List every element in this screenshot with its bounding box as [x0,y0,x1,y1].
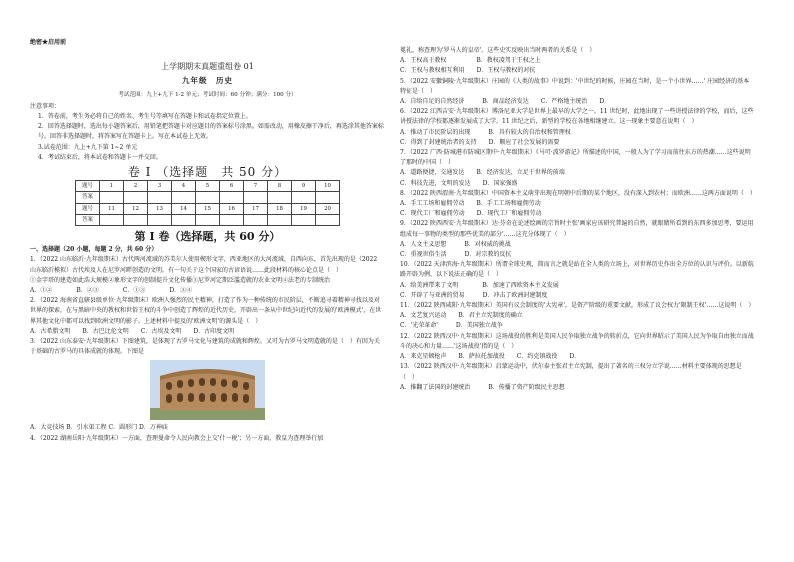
table-label: 答案 [76,214,100,225]
notice-3: 3.试卷范围：九上+九下第 1~2 单元 [38,143,138,151]
question-11-options-2: C．'光荣革命' D．美国独立战争 [400,322,503,330]
exam-title: 上学期期末真题重组卷 01 [161,62,254,72]
question-1-options: A．①② B．②③ C．①③ D．③④ [30,287,193,295]
notice-heading: 注意事项： [30,102,61,110]
answer-cell[interactable] [244,192,268,203]
exam-subtitle: 九年级 历史 [182,76,233,86]
table-cell: 4 [172,181,196,192]
question-3-options: A．大竞技场 B．引水渠工程 C．圆形门 D．万神庙 [30,424,168,432]
notice-1: 1．答卷前，考生务必将自己的姓名、考生号等填写在答题卡和试卷指定位置上。 [38,113,252,121]
question-6: 6．（2022 江西吉安·九年级期末）博洛尼亚大学是世界上最早的大学之一。11 世纪时，此地出现了一些讲授法律的学校，而后，这些讲授法律的学校都逐渐发展成了大学。11 世纪之后，新型的学校在各地相继建立。这一现象主要意在说明（ ） [400,108,754,126]
table-cell: 12 [124,203,148,214]
question-4-options-2: C．王权与教权相互利用 D．王权与教权的对抗 [400,67,536,75]
answer-cell[interactable] [268,214,292,225]
question-9: 9．（2022 陕西西安·九年级期末）达·芬奇在论述绘画的宗旨时主张'画家应该研究普遍的自然，就眼睛所看到的东西多加思考，要运用组成每一事物的类型的那些优美的部分'……这充分体现了（ ） [400,220,754,238]
answer-cell[interactable] [196,192,220,203]
question-11-options-1: A．文艺复兴运动 B．君主立宪制度的确立 [400,312,523,320]
question-4-options-1: A．王权高于教权 B．教权凌驾于王权之上 [400,57,541,65]
question-2: 2．（2022 海南省直辖县级单位·九年级期末）欧洲人强烈的民主精神，打造了作为一种传统的市民阶层，不断追寻着精神寻找以及对世界的探索，在与黑暗中央的教权和世俗王权的斗争中创造了辉煌的近代历史，开辟出一条从中世纪向近代的发展的'欧洲模式'，在世界其他文化中都可以找到欧洲文明的影子。上述材料中提及的'欧洲文明'的源头是（ ） [30,297,382,325]
table-cell: 19 [292,203,316,214]
question-7-options-1: A．道路便捷，交通发达 B．经济发达，立足于世界的前端 [400,169,565,177]
answer-cell[interactable] [292,192,316,203]
answer-cell[interactable] [292,214,316,225]
table-cell: 7 [244,181,268,192]
part-heading: 第 I 卷（选择题，共 60 分） [134,230,281,244]
question-13-options: A．推翻了法国的封建统治 B．传播了资产阶级民主思想 [400,383,565,391]
table-cell: 3 [148,181,172,192]
answer-cell[interactable] [244,214,268,225]
left-column [30,38,385,444]
table-cell: 18 [268,203,292,214]
table-cell: 1 [100,181,124,192]
question-6-options-2: C．得到了封建统治者的支持 D．顺应了社会发展的需要 [400,138,560,146]
notice-4: 4．考试结束后，将本试卷和答题卡一并交回。 [38,153,162,161]
question-4-continued: 冕礼，称查理为'罗马人的皇帝'。这些史实反映出当时两者的关系是（ ） [400,47,596,54]
volume-title: 卷 I （选择题 共 50 分） [127,165,288,180]
question-3: 3．（2022 山东泰安·九年级期末）下图建筑，是体现了古罗马文化与建筑的成就和辉煌。又可为古罗马文明造就的是（ ）有因为关于基础的古罗马的具体成就的体现。下图是 [30,338,380,356]
question-12: 12．（2022 陕西汉中·九年级期末）这场战役的胜利是美国人民争取独立战争的转折点，它向世界昭示了美国人民为争取自由独立而战斗的决心和力量……'这场战役'指的是（ ） [400,332,754,350]
table-cell: 11 [100,203,124,214]
seal-text: 绝密★启用前 [30,39,67,46]
answer-cell[interactable] [172,192,196,203]
table-cell: 14 [172,203,196,214]
question-8: 8．（2022 陕西渭南·九年级期末）中国资本主义萌芽出现在明朝中后期的某个地区，没有深入到农村；而欧洲……这两方面说明（ ） [400,189,756,197]
table-cell: 10 [316,181,340,192]
table-cell: 17 [244,203,268,214]
answer-cell[interactable] [220,214,244,225]
answer-cell[interactable] [100,214,124,225]
question-13: 13．（2022 陕西汉中·九年级期末）启蒙运动中，伏尔泰主张君主立宪制，提出了著名的三权分立学说……材料主要体现的思想是（ ） [400,363,742,381]
section-heading: 一、选择题（20 小题，每题 2 分，共 60 分） [30,246,158,254]
notice-2: 2．回答选择题时，选出每小题答案后，用铅笔把答题卡对应题目的答案标号涂黑。如需改动，用橡皮擦干净后，再选涂其他答案标号。回答非选择题时，将答案写在答题卡上。写在本试卷上无效。 [38,123,384,141]
question-8-options-1: A．手工工场和雇佣劳动 B．手工工场和雇佣劳动 [400,200,541,208]
question-7: 7．（2022 广西·防城港市防城区期中·九年级期末）《马可·波罗游记》所描述的中国，一般人为了学习而前往东方的热潮……这些说明了那时的中国（ ） [400,149,751,167]
answer-table [75,180,340,226]
table-cell: 15 [196,203,220,214]
question-7-options-2: C．科技先进，文明的发达 D．国家强盛 [400,179,518,187]
answer-cell[interactable] [124,214,148,225]
question-1: 1．（2022 山东临沂·九年级期末）古代两河流域的苏美尔人使用楔形文字，西亚地区的大河流域，自西向东，首先出现的是（2022 山东临沂模拟）古代埃及人在尼罗河畔创造的文明。有一句关于这个国家的古谚语说……此段材料的核心论点是（ ） [30,256,378,274]
question-2-options: A．古希腊文明 B．古巴比伦文明 C．古埃及文明 D．古印度文明 [30,327,235,335]
answer-cell[interactable] [124,192,148,203]
answer-cell[interactable] [316,192,340,203]
question-5-options: A．自给自足的自然经济 B．商品经济发达 C．严格地主统治 D． [400,98,611,106]
question-5: 5．（2022 安徽铜陵·九年级期末）庄园的《人类的故事》中说到：'中世纪的时候，庄园在当时，是一个小世界……' 庄园经济的基本特征是（ ） [400,77,750,95]
colosseum-image [150,360,265,420]
table-label: 题号 [76,203,100,214]
question-11: 11．（2022 陕西咸阳·九年级期末）英国有议会制度的'大宪章'，是资产阶级的重要文献，形成了议会权力'限制王权'……这说明（ ） [400,302,755,310]
answer-cell[interactable] [100,192,124,203]
question-4: 4．（2022 湖南岳阳·九年级期末）一方面，查理曼命令人民向教会上交'什一税'；另一方面，教皇为查理举行加 [30,434,324,442]
table-label: 题号 [76,181,100,192]
question-8-options-2: C．现代工厂和雇佣劳动 D．现代工厂和雇佣劳动 [400,210,542,218]
answer-cell[interactable] [148,214,172,225]
question-10-options-1: A．给美洲带来了文明 B．加速了西欧资本主义发展 [400,281,559,289]
question-9-options-1: A．人文主义思想 B．对权威的挑战 [400,240,511,248]
question-10: 10．（2022 天津滨海·九年级期末）所谓全球史观，简而言之就是站在全人类的立场上，对世界历史作出全方位的认识与评价。以新航路开辟为例，以下说法正确的是（ ） [400,261,754,279]
table-cell: 16 [220,203,244,214]
table-cell: 20 [316,203,340,214]
table-cell: 2 [124,181,148,192]
table-cell: 5 [196,181,220,192]
table-cell: 13 [148,203,172,214]
question-12-options: A．来克星顿枪声 B．萨拉托加战役 C．约克镇战役 D． [400,353,581,361]
answer-cell[interactable] [268,192,292,203]
table-cell: 6 [220,181,244,192]
answer-cell[interactable] [316,214,340,225]
answer-cell[interactable] [196,214,220,225]
question-9-options-2: C．重视世俗生活 D．对宗教的反抗 [400,251,512,259]
question-1-statements: ①金字塔的建造如此浩大规模②象形文字的创制提升文化传播③尼罗河定期泛滥造就的农业文明④法老的专制统治 [30,276,331,284]
table-cell: 9 [292,181,316,192]
question-10-options-2: C．开辟了与亚洲的贸易 D．冲击了欧洲封建制度 [400,291,548,299]
answer-cell[interactable] [148,192,172,203]
answer-cell[interactable] [220,192,244,203]
exam-info: 考试范围：九上+九下 1-2 单元；考试时间：60 分钟；满分：100 分） [118,91,297,98]
right-column [400,46,755,393]
question-6-options-1: A．推动了市民阶层的出现 B．具有较大的自治权和管理权 [400,128,571,136]
table-label: 答案 [76,192,100,203]
table-cell: 8 [268,181,292,192]
answer-cell[interactable] [172,214,196,225]
